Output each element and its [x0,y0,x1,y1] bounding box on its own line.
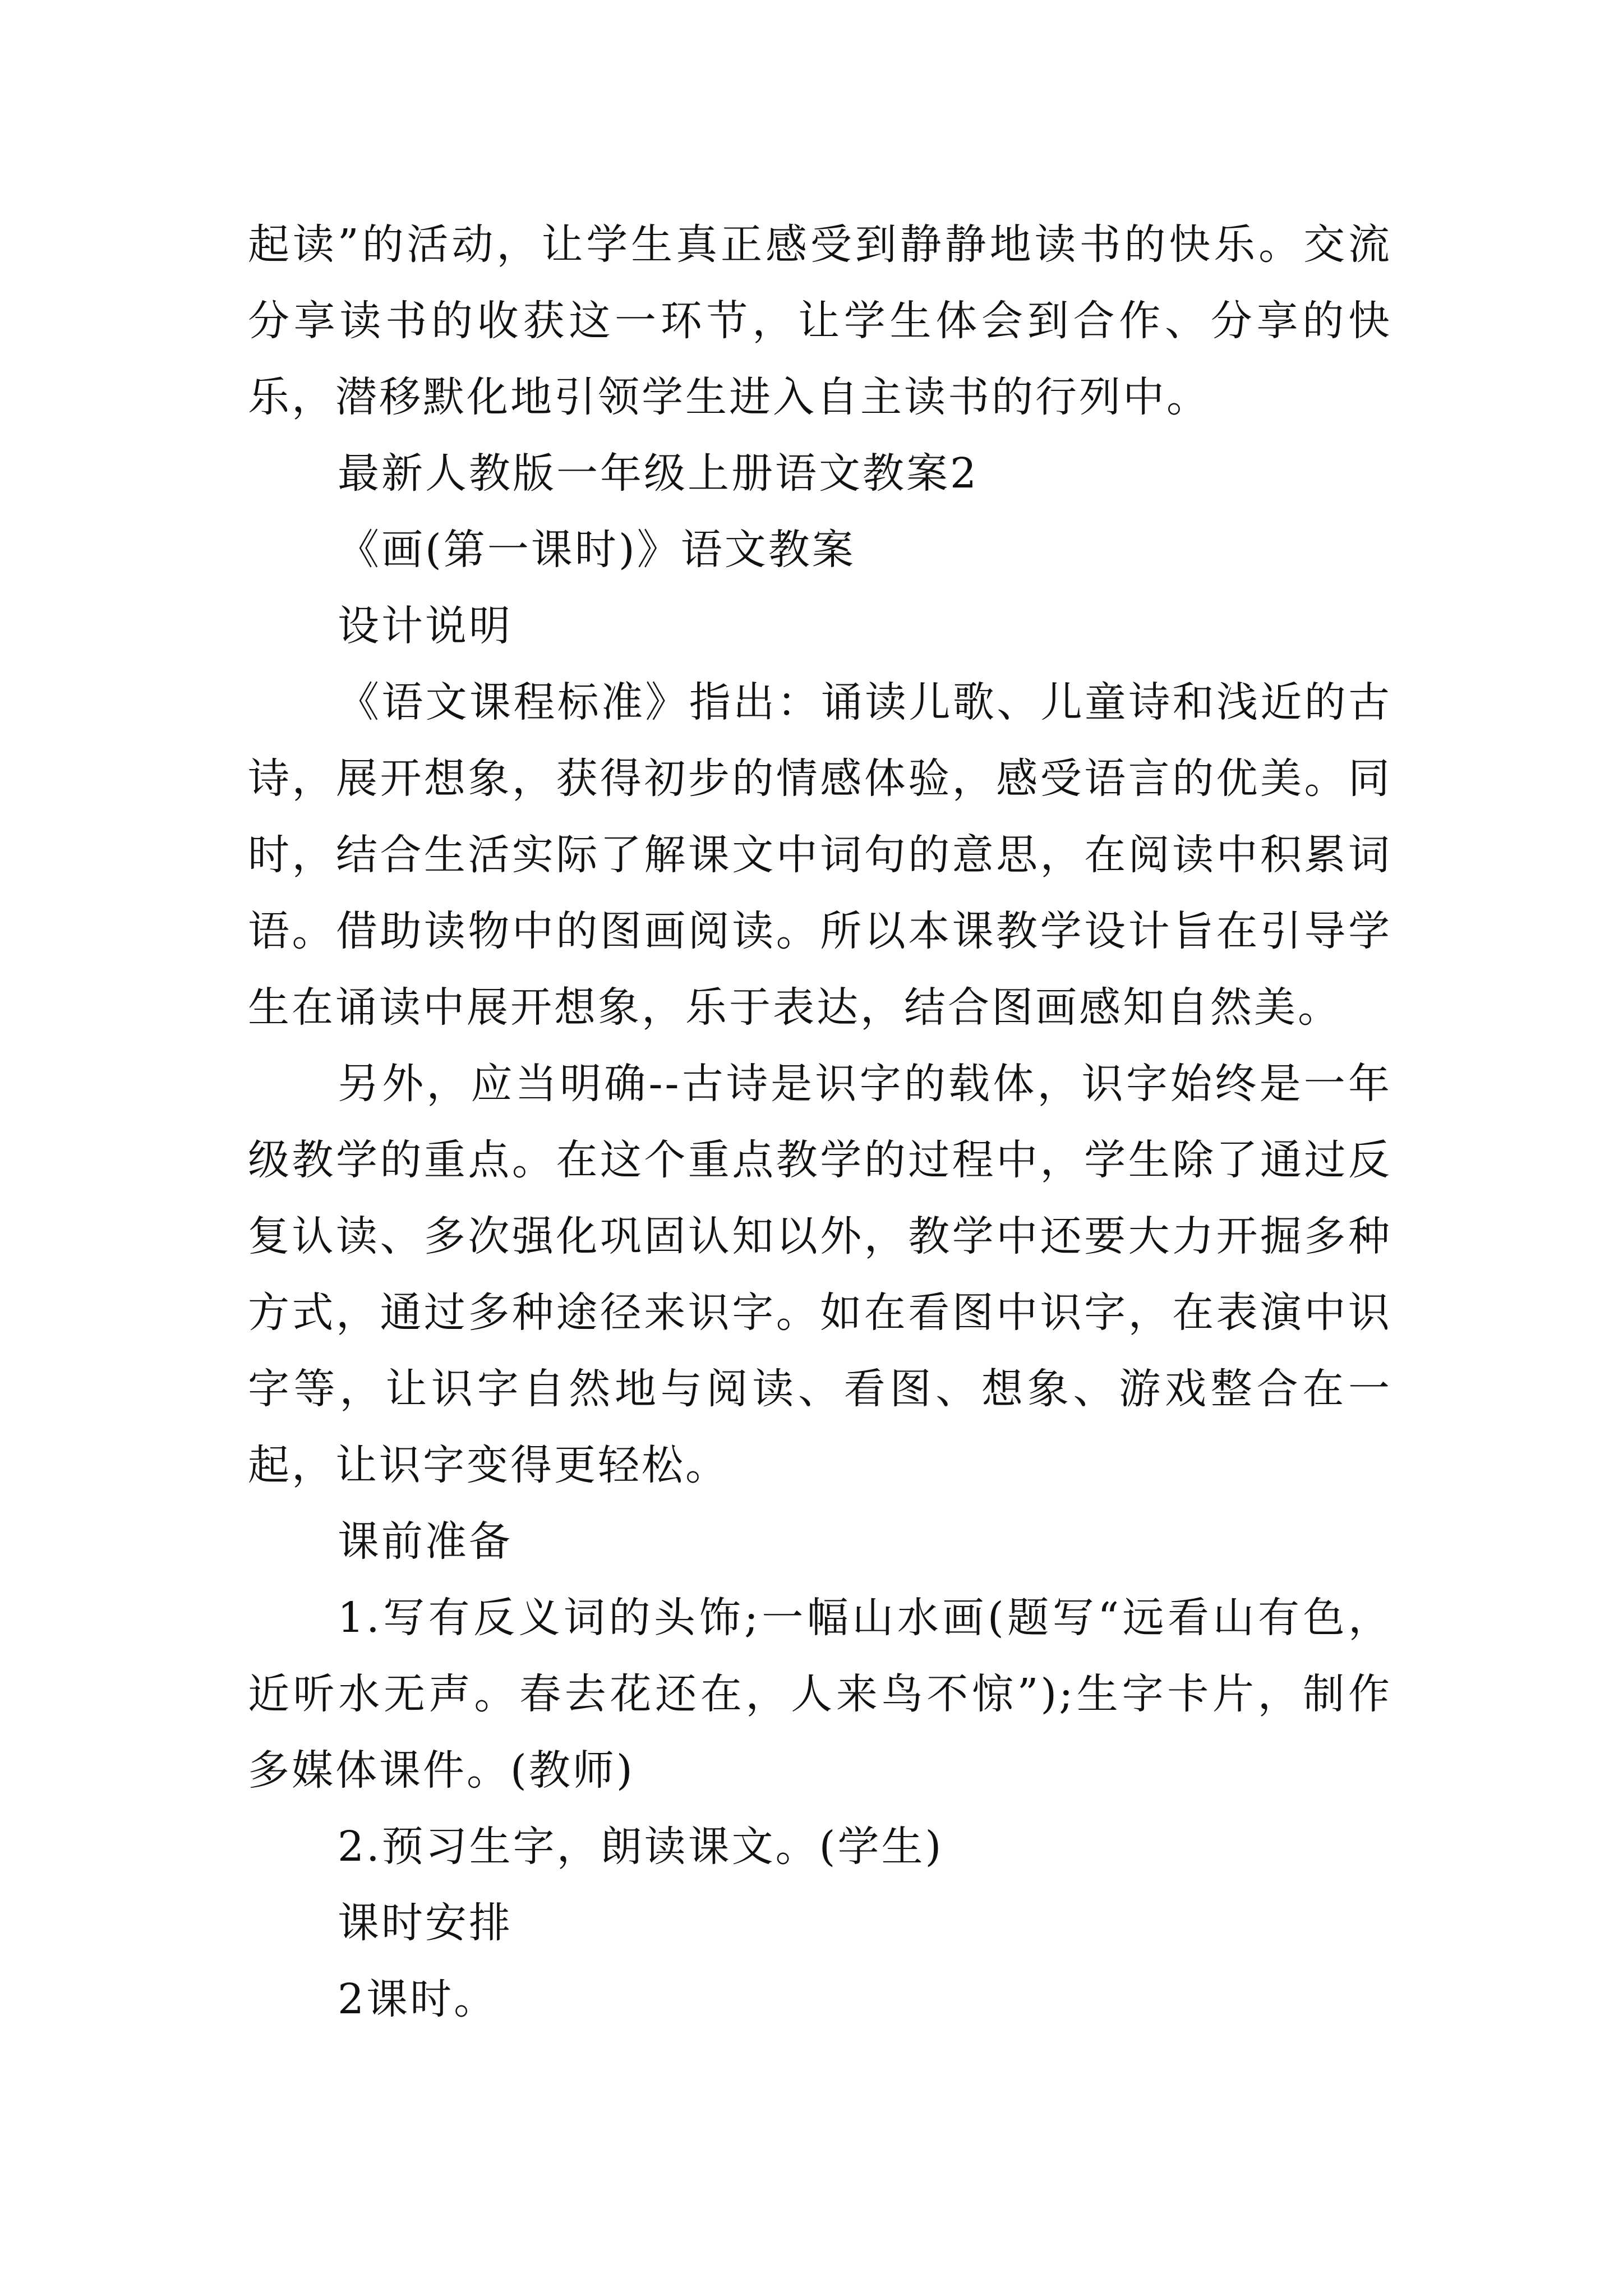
section-title: 最新人教版一年级上册语文教案2 [338,449,979,498]
schedule-value: 2课时。 [338,1975,498,2023]
preparation-item-student: 2.预习生字，朗读课文。(学生) [338,1823,944,1871]
preparation-item-teacher: 1.写有反义词的头饰;一幅山水画(题写“远看山有色，近听水无声。春去花还在，人来鸟不惊”);生字卡片，制作多媒体课件。(教师) [248,1594,1392,1795]
heading-design-notes: 设计说明 [338,602,513,650]
paragraph-continuation: 起读”的活动，让学生真正感受到静静地读书的快乐。交流分享读书的收获这一环节，让学生体会到合作、分享的快乐，潜移默化地引领学生进入自主读书的行列中。 [248,220,1392,421]
paragraph-literacy: 另外，应当明确--古诗是识字的载体，识字始终是一年级教学的重点。在这个重点教学的过程中，学生除了通过反复认读、多次强化巩固认知以外，教学中还要大力开掘多种方式，通过多种途径来识字。如在看图中识字，在表演中识字等，让识字自然地与阅读、看图、想象、游戏整合在一起，让识字变得更轻松。 [248,1060,1392,1489]
heading-schedule: 课时安排 [338,1899,513,1947]
paragraph-standards: 《语文课程标准》指出：诵读儿歌、儿童诗和浅近的古诗，展开想象，获得初步的情感体验，感受语言的优美。同时，结合生活实际了解课文中词句的意思，在阅读中积累词语。借助读物中的图画阅读。所以本课教学设计旨在引导学生在诵读中展开想象，乐于表达，结合图画感知自然美。 [248,678,1392,1032]
document-body [248,206,1392,2037]
heading-preparation: 课前准备 [338,1517,513,1566]
lesson-title: 《画(第一课时)》语文教案 [338,526,856,574]
